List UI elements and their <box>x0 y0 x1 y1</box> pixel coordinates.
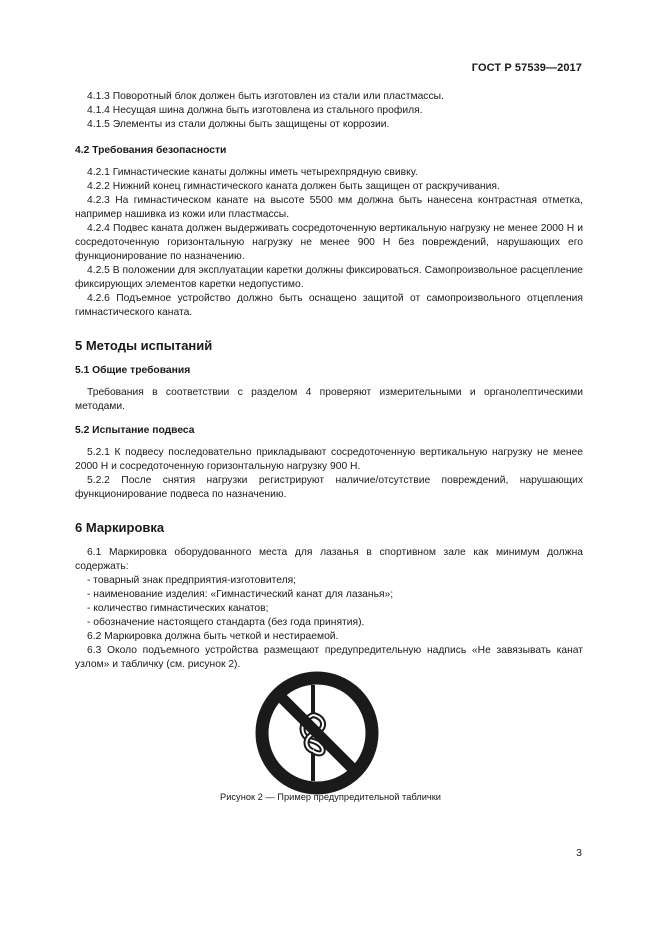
list-item: - обозначение настоящего стандарта (без года принятия). <box>87 617 365 628</box>
heading-5-2: 5.2 Испытание подвеса <box>75 425 195 436</box>
standard-designation: ГОСТ Р 57539—2017 <box>471 62 582 74</box>
page-number: 3 <box>576 847 582 859</box>
clause-4-2-3: 4.2.3 На гимнастическом канате на высоте 5500 мм должна быть нанесена контрастная отметка, например нашивка из кожи или пластмассы. <box>75 195 583 220</box>
heading-4-2: 4.2 Требования безопасности <box>75 145 227 156</box>
clause-4-1-4: 4.1.4 Несущая шина должна быть изготовлена из стального профиля. <box>87 105 423 116</box>
clause-4-2-1: 4.2.1 Гимнастические канаты должны иметь четырехпрядную свивку. <box>87 167 418 178</box>
list-item: - наименование изделия: «Гимнастический канат для лазанья»; <box>87 589 394 600</box>
list-item: - товарный знак предприятия-изготовителя; <box>87 575 297 586</box>
heading-5-1: 5.1 Общие требования <box>75 365 191 376</box>
warning-sign-figure <box>255 671 379 795</box>
clause-5-2-2: 5.2.2 После снятия нагрузки регистрируют наличие/отсутствие повреждений, нарушающих функционирование подвеса по назначению. <box>75 475 583 500</box>
clause-5-1-text: Требования в соответствии с разделом 4 проверяют измерительными и органолептическими методами. <box>75 387 583 412</box>
clause-4-2-4: 4.2.4 Подвес каната должен выдерживать сосредоточенную вертикальную нагрузку не менее 2000 Н и сосредоточенную горизонтальную нагрузку не менее 900 Н без повреждений, нарушающих его функционирование по назначению. <box>75 223 583 262</box>
clause-4-2-6: 4.2.6 Подъемное устройство должно быть оснащено защитой от самопроизвольного отцепления гимнастического каната. <box>75 293 583 318</box>
marking-list <box>75 574 583 630</box>
clause-4-2-5: 4.2.5 В положении для эксплуатации каретки должны фиксироваться. Самопроизвольное расцепление фиксирующих элементов каретки недопустимо. <box>75 265 583 290</box>
clause-4-2-2: 4.2.2 Нижний конец гимнастического каната должен быть защищен от раскручивания. <box>87 181 500 192</box>
clause-6-3: 6.3 Около подъемного устройства размещают предупредительную надпись «Не завязывать канат узлом» и табличку (см. рисунок 2). <box>75 645 583 670</box>
clause-6-1: 6.1 Маркировка оборудованного места для лазанья в спортивном зале как минимум должна содержать: <box>75 547 583 572</box>
page-content <box>75 90 583 672</box>
list-item: - количество гимнастических канатов; <box>87 603 269 614</box>
figure-caption: Рисунок 2 — Пример предупредительной таблички <box>220 792 441 802</box>
clause-4-1-3: 4.1.3 Поворотный блок должен быть изготовлен из стали или пластмассы. <box>87 91 444 102</box>
heading-section-5: 5 Методы испытаний <box>75 338 213 353</box>
clause-6-2: 6.2 Маркировка должна быть четкой и нестираемой. <box>87 631 339 642</box>
heading-section-6: 6 Маркировка <box>75 520 165 535</box>
no-rope-knot-sign-icon <box>255 671 379 795</box>
clause-5-2-1: 5.2.1 К подвесу последовательно прикладывают сосредоточенную вертикальную нагрузку не менее 2000 Н и сосредоточенную горизонтальную нагрузку 900 Н. <box>75 447 583 472</box>
clause-4-1-5: 4.1.5 Элементы из стали должны быть защищены от коррозии. <box>87 119 390 130</box>
